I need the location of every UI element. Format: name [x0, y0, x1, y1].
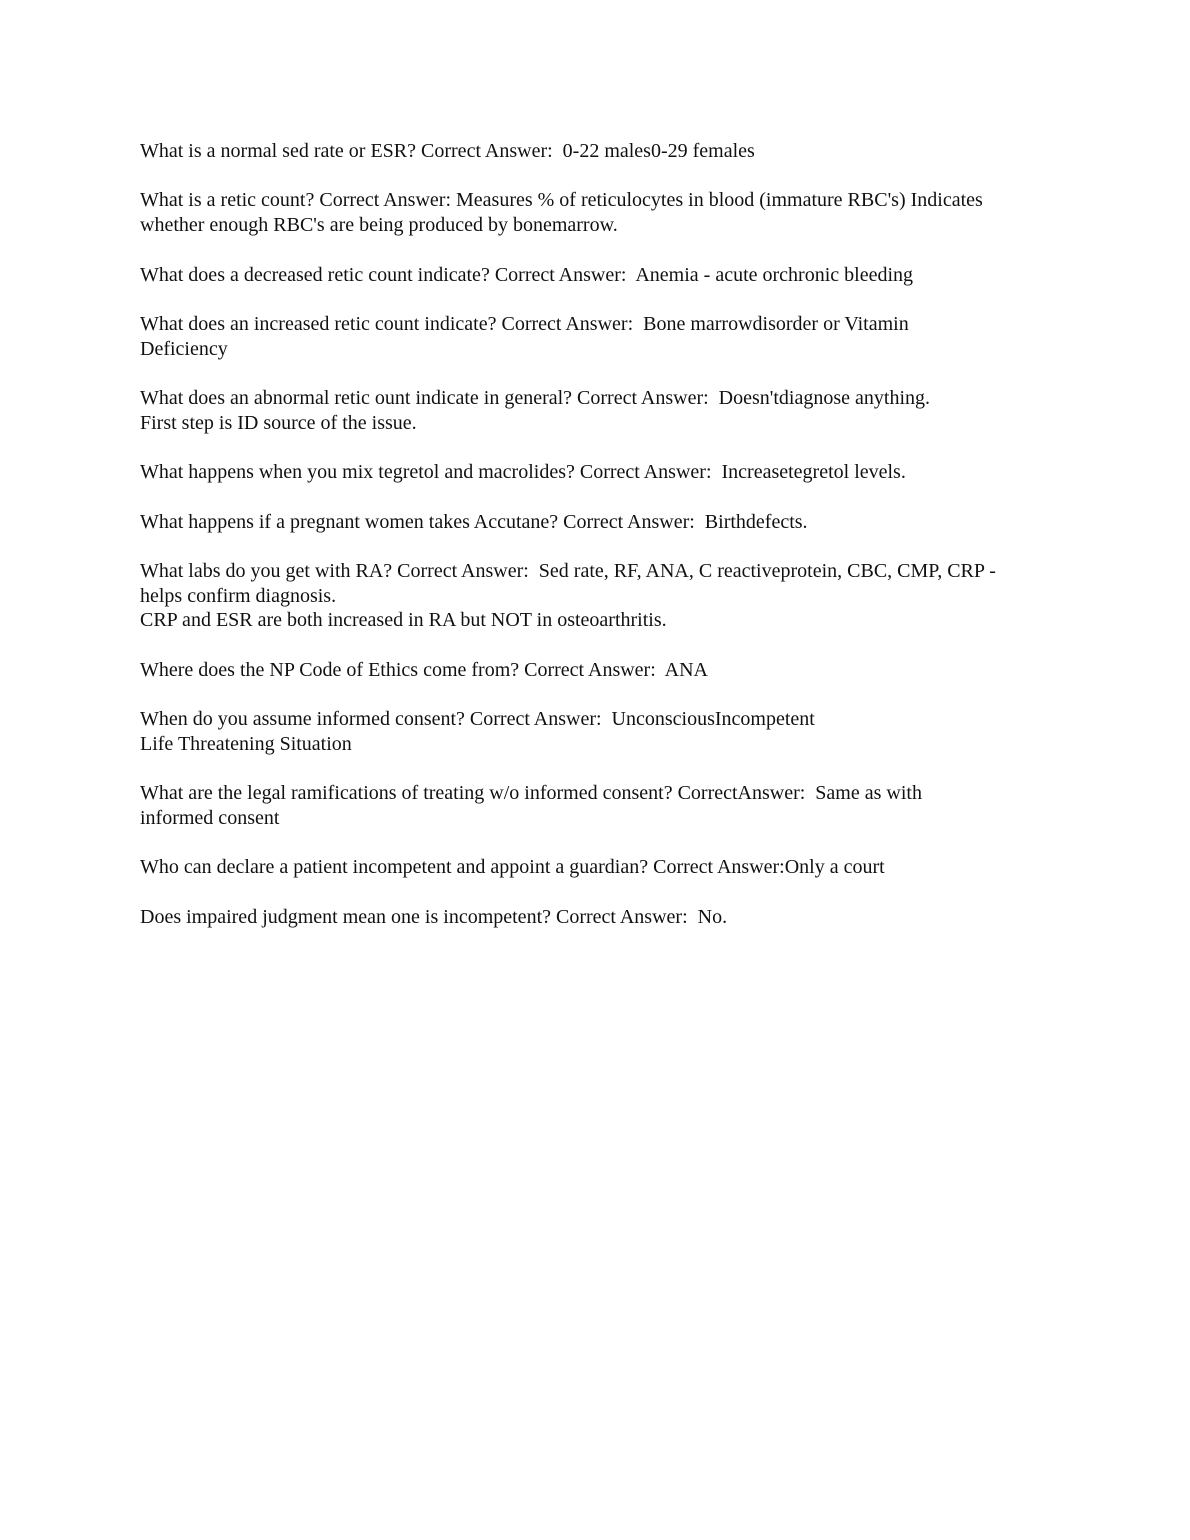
qa-item	[140, 905, 1070, 930]
qa-text-line: helps confirm diagnosis.	[140, 584, 337, 607]
qa-item	[140, 263, 1070, 288]
qa-item	[140, 559, 1070, 633]
qa-text-line: Does impaired judgment mean one is incompetent? Correct Answer: No.	[140, 905, 728, 928]
qa-text-line: What are the legal ramifications of treating w/o informed consent? CorrectAnswer: Same as with	[140, 782, 922, 805]
qa-text-line: whether enough RBC's are being produced by bonemarrow.	[140, 214, 618, 237]
qa-item	[140, 510, 1070, 535]
qa-text-line: Life Threatening Situation	[140, 732, 352, 755]
qa-text-line: What does an abnormal retic ount indicate in general? Correct Answer: Doesn'tdiagnose anything.	[140, 387, 931, 410]
qa-text-line: What labs do you get with RA? Correct Answer: Sed rate, RF, ANA, C reactiveprotein, CBC, CMP, CRP -	[140, 560, 996, 583]
qa-text-line: When do you assume informed consent? Correct Answer: UnconsciousIncompetent	[140, 708, 815, 731]
qa-item	[140, 188, 1070, 237]
qa-item	[140, 707, 1070, 756]
qa-text-line: What does an increased retic count indicate? Correct Answer: Bone marrowdisorder or Vitamin	[140, 313, 909, 336]
qa-text-line: What is a retic count? Correct Answer: Measures % of reticulocytes in blood (immature RBC's) Indicates	[140, 189, 983, 212]
qa-item	[140, 460, 1070, 485]
qa-text-line: What happens if a pregnant women takes Accutane? Correct Answer: Birthdefects.	[140, 510, 808, 533]
qa-text-line: CRP and ESR are both increased in RA but NOT in osteoarthritis.	[140, 609, 667, 632]
qa-text-line: What is a normal sed rate or ESR? Correct Answer: 0-22 males0-29 females	[140, 140, 755, 162]
qa-text-line: What does a decreased retic count indicate? Correct Answer: Anemia - acute orchronic bleeding	[140, 263, 913, 286]
qa-item	[140, 386, 1070, 435]
qa-text-line: Deficiency	[140, 337, 228, 360]
qa-text-line: Who can declare a patient incompetent and appoint a guardian? Correct Answer:Only a court	[140, 856, 885, 879]
qa-text-line: What happens when you mix tegretol and macrolides? Correct Answer: Increasetegretol levels.	[140, 461, 906, 484]
qa-text-line: informed consent	[140, 807, 280, 829]
qa-item	[140, 312, 1070, 361]
qa-text-line: Where does the NP Code of Ethics come from? Correct Answer: ANA	[140, 658, 708, 681]
qa-item	[140, 139, 1070, 164]
qa-item	[140, 658, 1070, 683]
qa-text-line: First step is ID source of the issue.	[140, 411, 417, 434]
qa-list	[140, 139, 1070, 954]
qa-item	[140, 855, 1070, 880]
qa-item	[140, 781, 1070, 830]
